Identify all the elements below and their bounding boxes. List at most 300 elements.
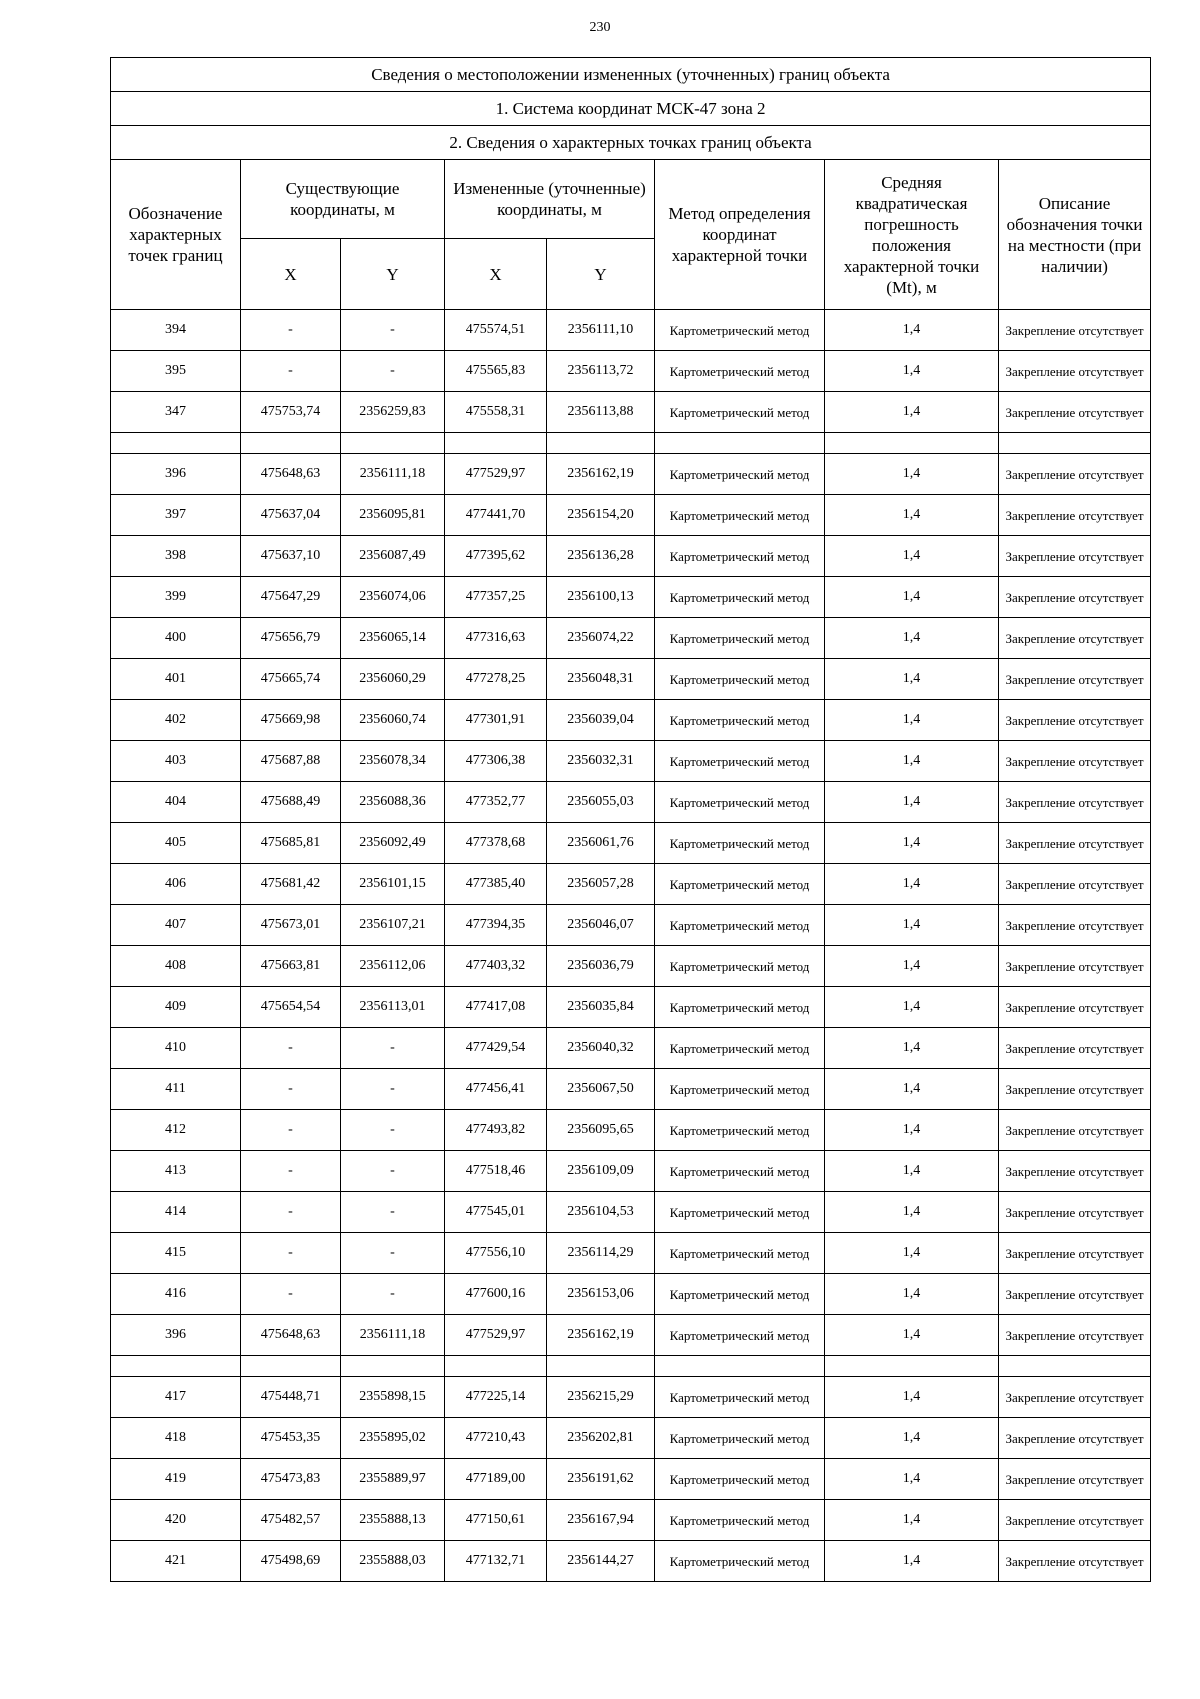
method-cell: Картометрический метод bbox=[655, 1192, 825, 1233]
point-number-cell: 402 bbox=[111, 700, 241, 741]
changed-y-cell: 2356111,10 bbox=[547, 310, 655, 351]
table-row bbox=[111, 987, 1151, 1028]
changed-x-cell: 475558,31 bbox=[445, 392, 547, 433]
header-existing-y: Y bbox=[341, 239, 445, 310]
description-cell: Закрепление отсутствует bbox=[999, 495, 1151, 536]
description-cell: Закрепление отсутствует bbox=[999, 946, 1151, 987]
changed-y-cell: 2356114,29 bbox=[547, 1233, 655, 1274]
changed-y-cell: 2356104,53 bbox=[547, 1192, 655, 1233]
table-row bbox=[111, 1028, 1151, 1069]
error-cell: 1,4 bbox=[825, 864, 999, 905]
point-number-cell: 397 bbox=[111, 495, 241, 536]
point-number-cell: 412 bbox=[111, 1110, 241, 1151]
existing-y-cell: 2356060,74 bbox=[341, 700, 445, 741]
error-cell: 1,4 bbox=[825, 1377, 999, 1418]
description-cell: Закрепление отсутствует bbox=[999, 1459, 1151, 1500]
point-number-cell: 416 bbox=[111, 1274, 241, 1315]
changed-y-cell: 2356067,50 bbox=[547, 1069, 655, 1110]
method-cell: Картометрический метод bbox=[655, 1028, 825, 1069]
point-number-cell: 409 bbox=[111, 987, 241, 1028]
existing-x-cell: - bbox=[241, 1028, 341, 1069]
table-row bbox=[111, 741, 1151, 782]
existing-y-cell: - bbox=[341, 351, 445, 392]
table-row bbox=[111, 1151, 1151, 1192]
changed-y-cell: 2356046,07 bbox=[547, 905, 655, 946]
table-row bbox=[111, 392, 1151, 433]
header-description: Описание обозначения точки на местности (при наличии) bbox=[999, 160, 1151, 310]
changed-x-cell: 477529,97 bbox=[445, 454, 547, 495]
description-cell: Закрепление отсутствует bbox=[999, 1541, 1151, 1582]
spacer-row bbox=[111, 433, 1151, 454]
changed-x-cell: 475565,83 bbox=[445, 351, 547, 392]
existing-y-cell: 2355898,15 bbox=[341, 1377, 445, 1418]
changed-y-cell: 2356153,06 bbox=[547, 1274, 655, 1315]
existing-x-cell: - bbox=[241, 1110, 341, 1151]
changed-x-cell: 477306,38 bbox=[445, 741, 547, 782]
description-cell: Закрепление отсутствует bbox=[999, 454, 1151, 495]
boundary-points-table bbox=[110, 57, 1151, 1582]
point-number-cell: 394 bbox=[111, 310, 241, 351]
existing-x-cell: - bbox=[241, 1151, 341, 1192]
description-cell: Закрепление отсутствует bbox=[999, 577, 1151, 618]
table-row bbox=[111, 823, 1151, 864]
point-number-cell: 347 bbox=[111, 392, 241, 433]
method-cell: Картометрический метод bbox=[655, 1151, 825, 1192]
spacer-cell bbox=[999, 1356, 1151, 1377]
existing-y-cell: 2356101,15 bbox=[341, 864, 445, 905]
existing-y-cell: - bbox=[341, 310, 445, 351]
changed-y-cell: 2356061,76 bbox=[547, 823, 655, 864]
point-number-cell: 419 bbox=[111, 1459, 241, 1500]
point-number-cell: 403 bbox=[111, 741, 241, 782]
description-cell: Закрепление отсутствует bbox=[999, 823, 1151, 864]
spacer-cell bbox=[111, 433, 241, 454]
method-cell: Картометрический метод bbox=[655, 1377, 825, 1418]
description-cell: Закрепление отсутствует bbox=[999, 1274, 1151, 1315]
spacer-cell bbox=[825, 1356, 999, 1377]
table-row bbox=[111, 1377, 1151, 1418]
existing-y-cell: - bbox=[341, 1069, 445, 1110]
changed-y-cell: 2356040,32 bbox=[547, 1028, 655, 1069]
description-cell: Закрепление отсутствует bbox=[999, 1151, 1151, 1192]
changed-x-cell: 477352,77 bbox=[445, 782, 547, 823]
error-cell: 1,4 bbox=[825, 782, 999, 823]
error-cell: 1,4 bbox=[825, 310, 999, 351]
error-cell: 1,4 bbox=[825, 351, 999, 392]
existing-x-cell: 475687,88 bbox=[241, 741, 341, 782]
existing-x-cell: 475637,10 bbox=[241, 536, 341, 577]
existing-x-cell: 475654,54 bbox=[241, 987, 341, 1028]
error-cell: 1,4 bbox=[825, 392, 999, 433]
method-cell: Картометрический метод bbox=[655, 659, 825, 700]
spacer-cell bbox=[111, 1356, 241, 1377]
existing-y-cell: 2355889,97 bbox=[341, 1459, 445, 1500]
changed-x-cell: 477429,54 bbox=[445, 1028, 547, 1069]
method-cell: Картометрический метод bbox=[655, 495, 825, 536]
point-number-cell: 417 bbox=[111, 1377, 241, 1418]
existing-x-cell: 475647,29 bbox=[241, 577, 341, 618]
page-number: 230 bbox=[589, 20, 611, 35]
error-cell: 1,4 bbox=[825, 1110, 999, 1151]
table-row bbox=[111, 782, 1151, 823]
table-row bbox=[111, 577, 1151, 618]
spacer-row bbox=[111, 1356, 1151, 1377]
method-cell: Картометрический метод bbox=[655, 1541, 825, 1582]
changed-x-cell: 477394,35 bbox=[445, 905, 547, 946]
method-cell: Картометрический метод bbox=[655, 351, 825, 392]
description-cell: Закрепление отсутствует bbox=[999, 1377, 1151, 1418]
existing-y-cell: 2356095,81 bbox=[341, 495, 445, 536]
point-number-cell: 421 bbox=[111, 1541, 241, 1582]
table-row bbox=[111, 310, 1151, 351]
spacer-cell bbox=[241, 1356, 341, 1377]
existing-x-cell: 475448,71 bbox=[241, 1377, 341, 1418]
table-row bbox=[111, 1233, 1151, 1274]
description-cell: Закрепление отсутствует bbox=[999, 1500, 1151, 1541]
existing-x-cell: 475453,35 bbox=[241, 1418, 341, 1459]
spacer-cell bbox=[445, 1356, 547, 1377]
table-row bbox=[111, 1315, 1151, 1356]
changed-y-cell: 2356202,81 bbox=[547, 1418, 655, 1459]
existing-y-cell: 2355888,13 bbox=[341, 1500, 445, 1541]
error-cell: 1,4 bbox=[825, 1069, 999, 1110]
description-cell: Закрепление отсутствует bbox=[999, 659, 1151, 700]
existing-y-cell: 2356065,14 bbox=[341, 618, 445, 659]
error-cell: 1,4 bbox=[825, 1192, 999, 1233]
existing-y-cell: 2356107,21 bbox=[341, 905, 445, 946]
spacer-cell bbox=[547, 433, 655, 454]
table-row bbox=[111, 1541, 1151, 1582]
error-cell: 1,4 bbox=[825, 1028, 999, 1069]
coordinate-system-title: 1. Система координат МСК-47 зона 2 bbox=[111, 92, 1151, 126]
table-title: Сведения о местоположении измененных (уточненных) границ объекта bbox=[111, 58, 1151, 92]
method-cell: Картометрический метод bbox=[655, 1233, 825, 1274]
error-cell: 1,4 bbox=[825, 495, 999, 536]
changed-y-cell: 2356167,94 bbox=[547, 1500, 655, 1541]
existing-x-cell: 475498,69 bbox=[241, 1541, 341, 1582]
table-row bbox=[111, 1274, 1151, 1315]
existing-x-cell: 475648,63 bbox=[241, 1315, 341, 1356]
description-cell: Закрепление отсутствует bbox=[999, 741, 1151, 782]
changed-y-cell: 2356074,22 bbox=[547, 618, 655, 659]
point-number-cell: 415 bbox=[111, 1233, 241, 1274]
existing-y-cell: - bbox=[341, 1028, 445, 1069]
method-cell: Картометрический метод bbox=[655, 1500, 825, 1541]
header-existing-coords: Существующие координаты, м bbox=[241, 160, 445, 239]
description-cell: Закрепление отсутствует bbox=[999, 618, 1151, 659]
point-number-cell: 396 bbox=[111, 454, 241, 495]
changed-y-cell: 2356191,62 bbox=[547, 1459, 655, 1500]
method-cell: Картометрический метод bbox=[655, 577, 825, 618]
changed-y-cell: 2356144,27 bbox=[547, 1541, 655, 1582]
changed-y-cell: 2356036,79 bbox=[547, 946, 655, 987]
table-row bbox=[111, 495, 1151, 536]
existing-y-cell: - bbox=[341, 1233, 445, 1274]
changed-x-cell: 477378,68 bbox=[445, 823, 547, 864]
existing-x-cell: 475669,98 bbox=[241, 700, 341, 741]
changed-x-cell: 477403,32 bbox=[445, 946, 547, 987]
existing-y-cell: 2356259,83 bbox=[341, 392, 445, 433]
changed-y-cell: 2356055,03 bbox=[547, 782, 655, 823]
error-cell: 1,4 bbox=[825, 905, 999, 946]
existing-x-cell: - bbox=[241, 351, 341, 392]
existing-y-cell: - bbox=[341, 1192, 445, 1233]
changed-y-cell: 2356215,29 bbox=[547, 1377, 655, 1418]
changed-x-cell: 477456,41 bbox=[445, 1069, 547, 1110]
error-cell: 1,4 bbox=[825, 1500, 999, 1541]
method-cell: Картометрический метод bbox=[655, 310, 825, 351]
point-number-cell: 398 bbox=[111, 536, 241, 577]
header-changed-y: Y bbox=[547, 239, 655, 310]
description-cell: Закрепление отсутствует bbox=[999, 536, 1151, 577]
existing-y-cell: 2356060,29 bbox=[341, 659, 445, 700]
description-cell: Закрепление отсутствует bbox=[999, 1233, 1151, 1274]
existing-x-cell: - bbox=[241, 310, 341, 351]
method-cell: Картометрический метод bbox=[655, 1274, 825, 1315]
changed-x-cell: 477529,97 bbox=[445, 1315, 547, 1356]
existing-x-cell: 475637,04 bbox=[241, 495, 341, 536]
table-body bbox=[111, 310, 1151, 1582]
existing-x-cell: 475753,74 bbox=[241, 392, 341, 433]
existing-y-cell: 2355895,02 bbox=[341, 1418, 445, 1459]
points-section-title: 2. Сведения о характерных точках границ объекта bbox=[111, 126, 1151, 160]
method-cell: Картометрический метод bbox=[655, 618, 825, 659]
changed-x-cell: 477210,43 bbox=[445, 1418, 547, 1459]
changed-x-cell: 477301,91 bbox=[445, 700, 547, 741]
description-cell: Закрепление отсутствует bbox=[999, 392, 1151, 433]
table-row bbox=[111, 946, 1151, 987]
table-row bbox=[111, 1192, 1151, 1233]
point-number-cell: 399 bbox=[111, 577, 241, 618]
point-number-cell: 410 bbox=[111, 1028, 241, 1069]
changed-y-cell: 2356154,20 bbox=[547, 495, 655, 536]
changed-y-cell: 2356048,31 bbox=[547, 659, 655, 700]
table-row bbox=[111, 864, 1151, 905]
existing-y-cell: - bbox=[341, 1274, 445, 1315]
error-cell: 1,4 bbox=[825, 700, 999, 741]
method-cell: Картометрический метод bbox=[655, 741, 825, 782]
spacer-cell bbox=[655, 1356, 825, 1377]
point-number-cell: 396 bbox=[111, 1315, 241, 1356]
header-changed-x: X bbox=[445, 239, 547, 310]
changed-x-cell: 477225,14 bbox=[445, 1377, 547, 1418]
existing-x-cell: 475648,63 bbox=[241, 454, 341, 495]
existing-y-cell: 2356112,06 bbox=[341, 946, 445, 987]
spacer-cell bbox=[341, 433, 445, 454]
table-row bbox=[111, 905, 1151, 946]
changed-x-cell: 475574,51 bbox=[445, 310, 547, 351]
point-number-cell: 413 bbox=[111, 1151, 241, 1192]
existing-x-cell: - bbox=[241, 1069, 341, 1110]
description-cell: Закрепление отсутствует bbox=[999, 310, 1151, 351]
description-cell: Закрепление отсутствует bbox=[999, 700, 1151, 741]
point-number-cell: 401 bbox=[111, 659, 241, 700]
existing-y-cell: 2356074,06 bbox=[341, 577, 445, 618]
changed-x-cell: 477316,63 bbox=[445, 618, 547, 659]
point-number-cell: 395 bbox=[111, 351, 241, 392]
point-number-cell: 405 bbox=[111, 823, 241, 864]
table-row bbox=[111, 351, 1151, 392]
header-changed-coords: Измененные (уточненные) координаты, м bbox=[445, 160, 655, 239]
header-existing-x: X bbox=[241, 239, 341, 310]
error-cell: 1,4 bbox=[825, 1233, 999, 1274]
description-cell: Закрепление отсутствует bbox=[999, 1110, 1151, 1151]
table-row bbox=[111, 454, 1151, 495]
existing-x-cell: 475681,42 bbox=[241, 864, 341, 905]
changed-y-cell: 2356113,88 bbox=[547, 392, 655, 433]
existing-y-cell: 2356092,49 bbox=[341, 823, 445, 864]
error-cell: 1,4 bbox=[825, 454, 999, 495]
changed-x-cell: 477417,08 bbox=[445, 987, 547, 1028]
changed-x-cell: 477385,40 bbox=[445, 864, 547, 905]
existing-x-cell: - bbox=[241, 1274, 341, 1315]
spacer-cell bbox=[825, 433, 999, 454]
changed-y-cell: 2356113,72 bbox=[547, 351, 655, 392]
changed-x-cell: 477493,82 bbox=[445, 1110, 547, 1151]
changed-x-cell: 477518,46 bbox=[445, 1151, 547, 1192]
table-row bbox=[111, 659, 1151, 700]
changed-y-cell: 2356095,65 bbox=[547, 1110, 655, 1151]
error-cell: 1,4 bbox=[825, 577, 999, 618]
point-number-cell: 414 bbox=[111, 1192, 241, 1233]
description-cell: Закрепление отсутствует bbox=[999, 1418, 1151, 1459]
changed-x-cell: 477600,16 bbox=[445, 1274, 547, 1315]
error-cell: 1,4 bbox=[825, 659, 999, 700]
table-row bbox=[111, 700, 1151, 741]
method-cell: Картометрический метод bbox=[655, 1069, 825, 1110]
error-cell: 1,4 bbox=[825, 1151, 999, 1192]
table-row bbox=[111, 536, 1151, 577]
existing-x-cell: 475673,01 bbox=[241, 905, 341, 946]
spacer-cell bbox=[547, 1356, 655, 1377]
point-number-cell: 406 bbox=[111, 864, 241, 905]
description-cell: Закрепление отсутствует bbox=[999, 1315, 1151, 1356]
existing-y-cell: 2356078,34 bbox=[341, 741, 445, 782]
method-cell: Картометрический метод bbox=[655, 700, 825, 741]
description-cell: Закрепление отсутствует bbox=[999, 351, 1151, 392]
spacer-cell bbox=[999, 433, 1151, 454]
header-method: Метод определения координат характерной точки bbox=[655, 160, 825, 310]
existing-x-cell: 475663,81 bbox=[241, 946, 341, 987]
method-cell: Картометрический метод bbox=[655, 1418, 825, 1459]
changed-y-cell: 2356100,13 bbox=[547, 577, 655, 618]
changed-y-cell: 2356032,31 bbox=[547, 741, 655, 782]
error-cell: 1,4 bbox=[825, 946, 999, 987]
changed-x-cell: 477278,25 bbox=[445, 659, 547, 700]
point-number-cell: 418 bbox=[111, 1418, 241, 1459]
error-cell: 1,4 bbox=[825, 1459, 999, 1500]
error-cell: 1,4 bbox=[825, 1315, 999, 1356]
point-number-cell: 411 bbox=[111, 1069, 241, 1110]
table-row bbox=[111, 1110, 1151, 1151]
existing-y-cell: - bbox=[341, 1110, 445, 1151]
existing-y-cell: - bbox=[341, 1151, 445, 1192]
method-cell: Картометрический метод bbox=[655, 1315, 825, 1356]
table-row bbox=[111, 1069, 1151, 1110]
point-number-cell: 420 bbox=[111, 1500, 241, 1541]
table-row bbox=[111, 1418, 1151, 1459]
method-cell: Картометрический метод bbox=[655, 905, 825, 946]
changed-y-cell: 2356136,28 bbox=[547, 536, 655, 577]
error-cell: 1,4 bbox=[825, 1274, 999, 1315]
changed-x-cell: 477545,01 bbox=[445, 1192, 547, 1233]
description-cell: Закрепление отсутствует bbox=[999, 1192, 1151, 1233]
method-cell: Картометрический метод bbox=[655, 392, 825, 433]
changed-x-cell: 477150,61 bbox=[445, 1500, 547, 1541]
changed-x-cell: 477189,00 bbox=[445, 1459, 547, 1500]
description-cell: Закрепление отсутствует bbox=[999, 1069, 1151, 1110]
changed-x-cell: 477132,71 bbox=[445, 1541, 547, 1582]
existing-y-cell: 2356088,36 bbox=[341, 782, 445, 823]
method-cell: Картометрический метод bbox=[655, 987, 825, 1028]
table-row bbox=[111, 618, 1151, 659]
existing-y-cell: 2356111,18 bbox=[341, 1315, 445, 1356]
point-number-cell: 407 bbox=[111, 905, 241, 946]
existing-x-cell: 475482,57 bbox=[241, 1500, 341, 1541]
existing-x-cell: 475665,74 bbox=[241, 659, 341, 700]
method-cell: Картометрический метод bbox=[655, 782, 825, 823]
error-cell: 1,4 bbox=[825, 741, 999, 782]
existing-y-cell: 2356113,01 bbox=[341, 987, 445, 1028]
spacer-cell bbox=[445, 433, 547, 454]
point-number-cell: 400 bbox=[111, 618, 241, 659]
method-cell: Картометрический метод bbox=[655, 1110, 825, 1151]
existing-x-cell: 475656,79 bbox=[241, 618, 341, 659]
changed-y-cell: 2356162,19 bbox=[547, 1315, 655, 1356]
spacer-cell bbox=[655, 433, 825, 454]
error-cell: 1,4 bbox=[825, 823, 999, 864]
existing-x-cell: 475473,83 bbox=[241, 1459, 341, 1500]
header-designation: Обозначение характерных точек границ bbox=[111, 160, 241, 310]
existing-y-cell: 2355888,03 bbox=[341, 1541, 445, 1582]
method-cell: Картометрический метод bbox=[655, 823, 825, 864]
table-row bbox=[111, 1459, 1151, 1500]
existing-x-cell: 475688,49 bbox=[241, 782, 341, 823]
method-cell: Картометрический метод bbox=[655, 1459, 825, 1500]
error-cell: 1,4 bbox=[825, 1418, 999, 1459]
changed-y-cell: 2356057,28 bbox=[547, 864, 655, 905]
changed-x-cell: 477357,25 bbox=[445, 577, 547, 618]
point-number-cell: 404 bbox=[111, 782, 241, 823]
changed-x-cell: 477441,70 bbox=[445, 495, 547, 536]
method-cell: Картометрический метод bbox=[655, 864, 825, 905]
existing-x-cell: - bbox=[241, 1192, 341, 1233]
error-cell: 1,4 bbox=[825, 987, 999, 1028]
changed-y-cell: 2356035,84 bbox=[547, 987, 655, 1028]
table-row bbox=[111, 1500, 1151, 1541]
changed-y-cell: 2356109,09 bbox=[547, 1151, 655, 1192]
existing-y-cell: 2356111,18 bbox=[341, 454, 445, 495]
method-cell: Картометрический метод bbox=[655, 536, 825, 577]
changed-y-cell: 2356039,04 bbox=[547, 700, 655, 741]
changed-x-cell: 477556,10 bbox=[445, 1233, 547, 1274]
changed-y-cell: 2356162,19 bbox=[547, 454, 655, 495]
header-error: Средняя квадратическая погрешность положения характерной точки (Mt), м bbox=[825, 160, 999, 310]
spacer-cell bbox=[341, 1356, 445, 1377]
changed-x-cell: 477395,62 bbox=[445, 536, 547, 577]
error-cell: 1,4 bbox=[825, 618, 999, 659]
description-cell: Закрепление отсутствует bbox=[999, 905, 1151, 946]
error-cell: 1,4 bbox=[825, 1541, 999, 1582]
existing-x-cell: 475685,81 bbox=[241, 823, 341, 864]
description-cell: Закрепление отсутствует bbox=[999, 1028, 1151, 1069]
existing-x-cell: - bbox=[241, 1233, 341, 1274]
spacer-cell bbox=[241, 433, 341, 454]
description-cell: Закрепление отсутствует bbox=[999, 782, 1151, 823]
point-number-cell: 408 bbox=[111, 946, 241, 987]
method-cell: Картометрический метод bbox=[655, 454, 825, 495]
error-cell: 1,4 bbox=[825, 536, 999, 577]
